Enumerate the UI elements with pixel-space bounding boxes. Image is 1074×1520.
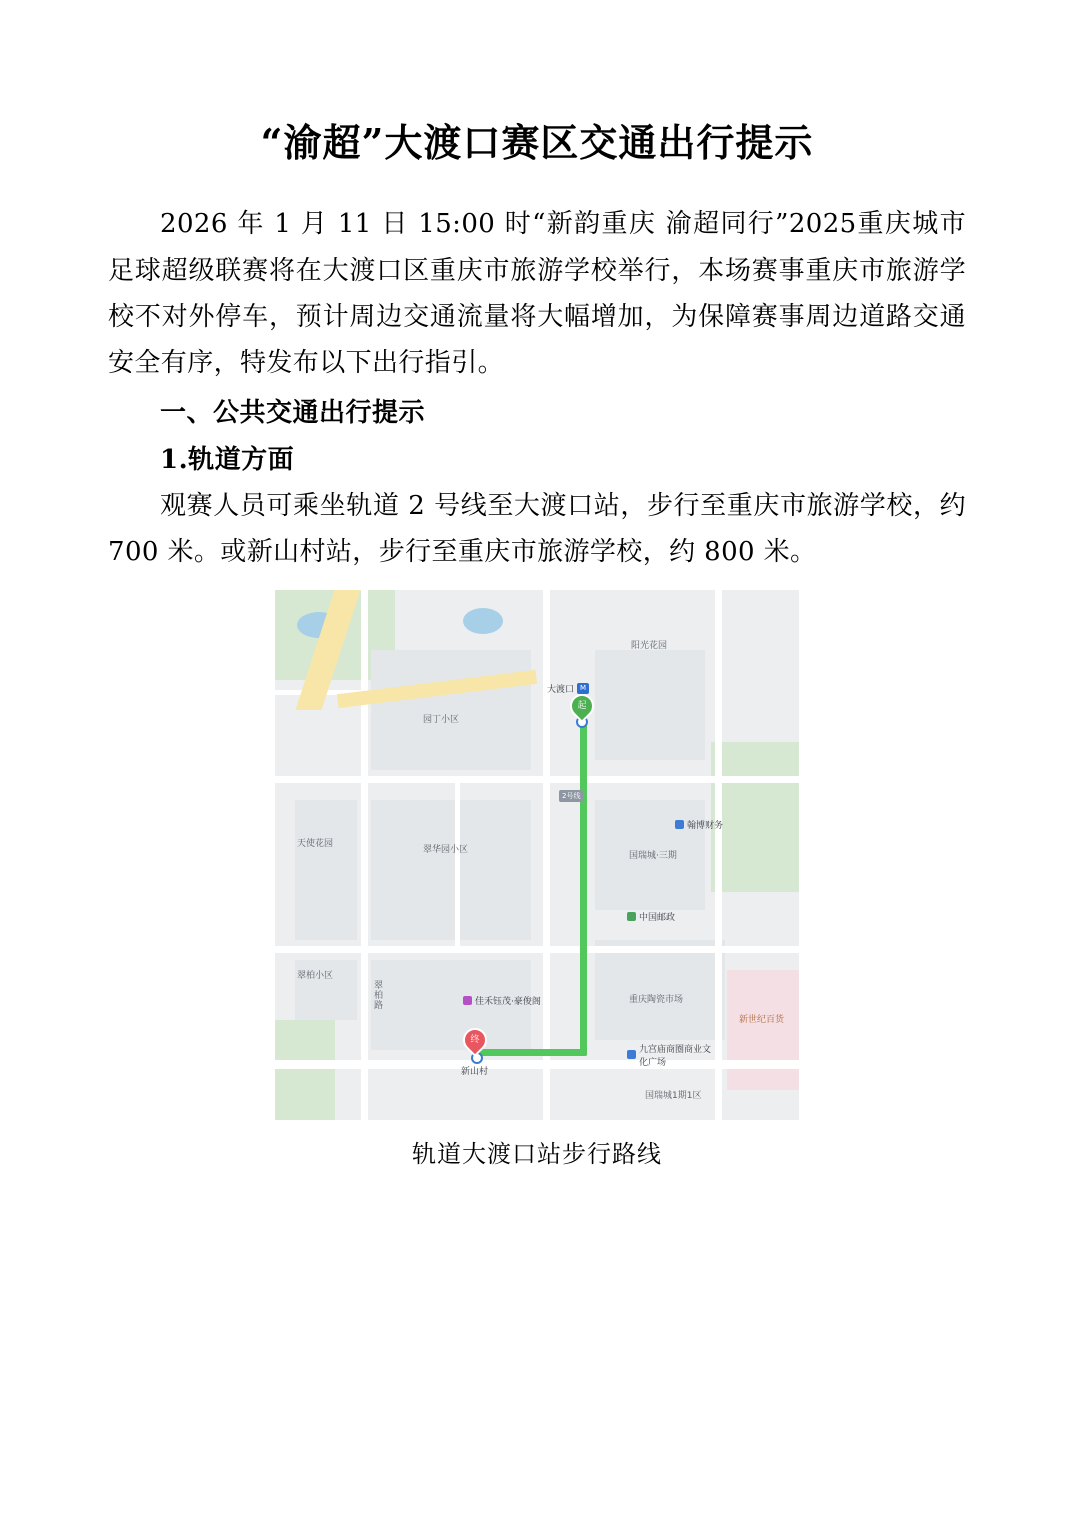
map-road [455,780,460,950]
map-block [371,800,531,940]
poi-label: 中国邮政 [639,912,676,923]
map-label: 重庆陶瓷市场 [629,994,684,1005]
poi-icon [463,996,472,1005]
poi-icon [627,912,636,921]
map-label: 国瑞城1期1区 [645,1090,702,1101]
route-segment-vertical [580,714,587,1056]
page-title: “渝超”大渡口赛区交通出行提示 [260,120,814,165]
map-street-label: 翠柏路 [372,979,382,1010]
poi-icon [675,820,684,829]
subsection-heading-rail: 1.轨道方面 [160,444,295,475]
map-label: 国瑞城·三期 [629,850,677,861]
map-road [543,590,550,1120]
route-segment-horizontal [473,1049,587,1056]
rail-paragraph: 观赛人员可乘坐轨道 2 号线至大渡口站，步行至重庆市旅游学校，约 700 米。或新山村站，步行至重庆市旅游学校，约 800 米。 [108,490,966,568]
station-label-xinshancun: 新山村 [461,1066,489,1077]
map-label: 翠华园小区 [423,844,469,855]
map-block [595,650,705,760]
figure-walking-route [108,590,966,1169]
figure-caption: 轨道大渡口站步行路线 [412,1139,662,1168]
map-label: 阳光花园 [631,640,668,651]
map-label: 天使花园 [297,838,334,849]
metro-icon: M [577,683,589,694]
map-green-area [275,1020,335,1120]
map-label: 园丁小区 [423,714,460,725]
map-block [295,800,357,940]
map-poi [463,994,541,1007]
poi-label: 佳禾钰茂·豪俊阁 [475,996,541,1007]
map-block [371,650,531,770]
map-water [463,608,503,634]
metro-line-tag: 2号线 [559,790,583,802]
map-label: 翠柏小区 [297,970,334,981]
end-marker-label: 终 [470,1034,480,1045]
map-pink-area [727,970,799,1090]
section-heading-public-transit: 一、公共交通出行提示 [160,398,426,429]
map-poi [627,1042,717,1068]
poi-label: 翰博财务 [687,820,724,831]
map-poi [627,910,675,923]
map-label: 新世纪百货 [739,1014,785,1025]
map-poi [675,818,723,831]
start-marker-label: 起 [577,700,587,711]
poi-icon [627,1050,636,1059]
map-image [275,590,799,1120]
map-road [715,590,722,1120]
map-green-area [711,742,799,892]
map-block [595,940,725,1040]
intro-paragraph: 2026 年 1 月 11 日 15:00 时“新韵重庆 渝超同行”2025重庆城市足球超级联赛将在大渡口区重庆市旅游学校举行，本场赛事重庆市旅游学校不对外停车，预计周边交通流量将大幅增加，为保障赛事周边道路交通安全有序，特发布以下出行指引。 [108,209,966,379]
poi-label: 九宫庙商圈商业文化广场 [639,1044,712,1068]
station-name: 大渡口 [547,684,575,695]
map-road [361,590,368,1120]
